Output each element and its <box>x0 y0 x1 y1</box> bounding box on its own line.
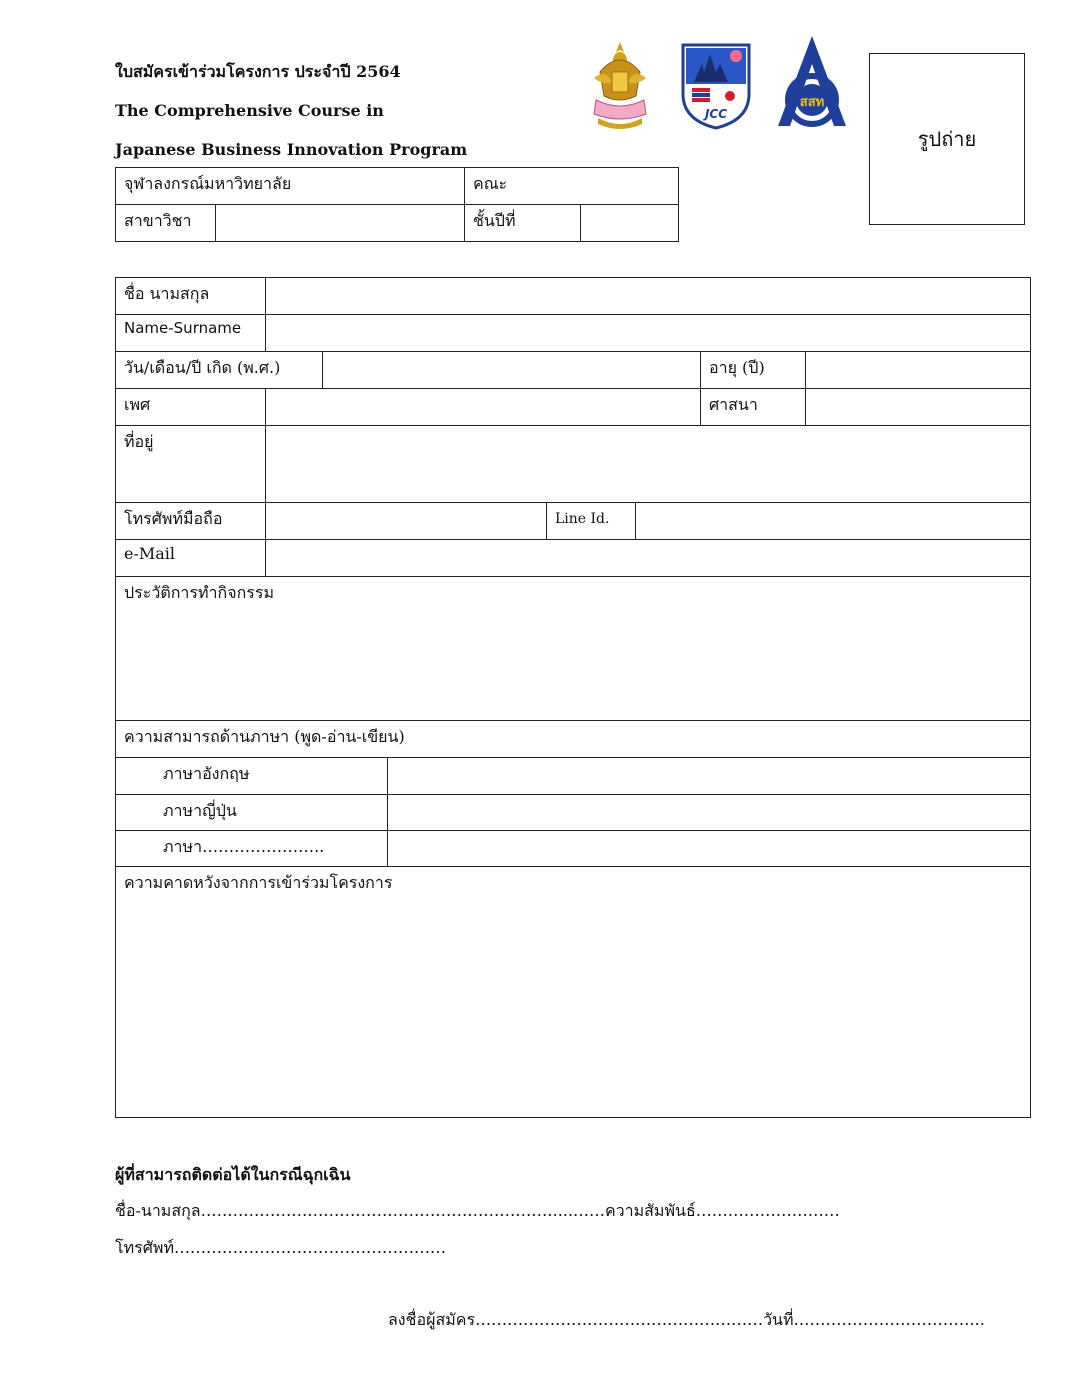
english-label: ภาษาอังกฤษ <box>163 764 250 783</box>
birthdate-label-cell <box>115 351 323 389</box>
emergency-contact-title: ผู้ที่สามารถติดต่อได้ในกรณีฉุกเฉิน <box>115 1165 351 1184</box>
year-label-cell <box>464 204 581 242</box>
applicant-signature-line[interactable]: ลงชื่อผู้สมัคร………………………………………………วันที่……………………………... <box>388 1310 985 1329</box>
name-en-label: Name-Surname <box>124 319 242 337</box>
name-th-label: ชื่อ นามสกุล <box>124 284 210 303</box>
tpa-logo-icon <box>772 34 852 132</box>
jcc-logo-text: JCC <box>704 107 728 121</box>
english-label-cell <box>115 757 388 795</box>
mobile-field[interactable] <box>265 502 547 540</box>
major-field[interactable] <box>215 204 465 242</box>
name-en-label-cell <box>115 314 266 352</box>
language-ability-label: ความสามารถด้านภาษา (พูด-อ่าน-เขียน) <box>124 727 405 746</box>
language-ability-header <box>115 720 1031 758</box>
age-label-cell <box>700 351 806 389</box>
age-label: อายุ (ปี) <box>709 358 765 377</box>
email-label: e-Mail <box>124 544 176 563</box>
address-label-cell <box>115 425 266 503</box>
photo-box[interactable] <box>869 53 1025 225</box>
other-language-field[interactable] <box>387 830 1031 867</box>
mobile-label: โทรศัพท์มือถือ <box>124 509 223 528</box>
japanese-label: ภาษาญี่ปุ่น <box>163 801 237 820</box>
university-cell <box>115 167 465 205</box>
major-label-cell <box>115 204 216 242</box>
sex-field[interactable] <box>265 388 701 426</box>
email-label-cell <box>115 539 266 577</box>
activities-label: ประวัติการทำกิจกรรม <box>124 583 274 602</box>
line-id-field[interactable] <box>635 502 1031 540</box>
address-field[interactable] <box>265 425 1031 503</box>
tpa-logo-text: สสท <box>799 95 825 110</box>
religion-field[interactable] <box>805 388 1031 426</box>
sex-label: เพศ <box>124 395 151 414</box>
english-field[interactable] <box>387 757 1031 795</box>
faculty-label: คณะ <box>473 174 508 193</box>
birthdate-label: วัน/เดือน/ปี เกิด (พ.ศ.) <box>124 358 281 377</box>
japanese-field[interactable] <box>387 794 1031 831</box>
other-language-label: ภาษา………………….. <box>163 837 325 856</box>
address-label: ที่อยู่ <box>124 432 154 451</box>
line-id-label: Line Id. <box>555 511 610 527</box>
year-field[interactable] <box>580 204 679 242</box>
sex-label-cell <box>115 388 266 426</box>
age-field[interactable] <box>805 351 1031 389</box>
course-name-line1: The Comprehensive Course in <box>115 101 384 120</box>
emergency-name-line[interactable]: ชื่อ-นามสกุล…………………………………………………………....……ความสัมพันธ์……………………… <box>115 1201 840 1220</box>
form-title: ใบสมัครเข้าร่วมโครงการ ประจำปี 2564 <box>115 62 401 81</box>
email-field[interactable] <box>265 539 1031 577</box>
japanese-label-cell <box>115 794 388 831</box>
name-th-label-cell <box>115 277 266 315</box>
line-id-label-cell <box>546 502 636 540</box>
year-label: ชั้นปีที่ <box>473 211 516 230</box>
jcc-logo-icon <box>680 42 752 130</box>
name-th-field[interactable] <box>265 277 1031 315</box>
birthdate-field[interactable] <box>322 351 701 389</box>
course-name-line2: Japanese Business Innovation Program <box>115 140 468 159</box>
religion-label-cell <box>700 388 806 426</box>
mobile-label-cell <box>115 502 266 540</box>
faculty-cell[interactable] <box>464 167 679 205</box>
name-en-field[interactable] <box>265 314 1031 352</box>
photo-label: รูปถ่าย <box>917 127 977 151</box>
religion-label: ศาสนา <box>709 395 758 414</box>
emergency-phone-line[interactable]: โทรศัพท์…………………………………………… <box>115 1238 446 1257</box>
expectation-field[interactable] <box>115 866 1031 1118</box>
major-label: สาขาวิชา <box>124 211 192 230</box>
activities-field[interactable] <box>115 576 1031 721</box>
chulalongkorn-emblem-icon <box>586 38 654 134</box>
expectation-label: ความคาดหวังจากการเข้าร่วมโครงการ <box>124 873 393 892</box>
university-name: จุฬาลงกรณ์มหาวิทยาลัย <box>124 174 292 193</box>
other-language-label-cell <box>115 830 388 867</box>
